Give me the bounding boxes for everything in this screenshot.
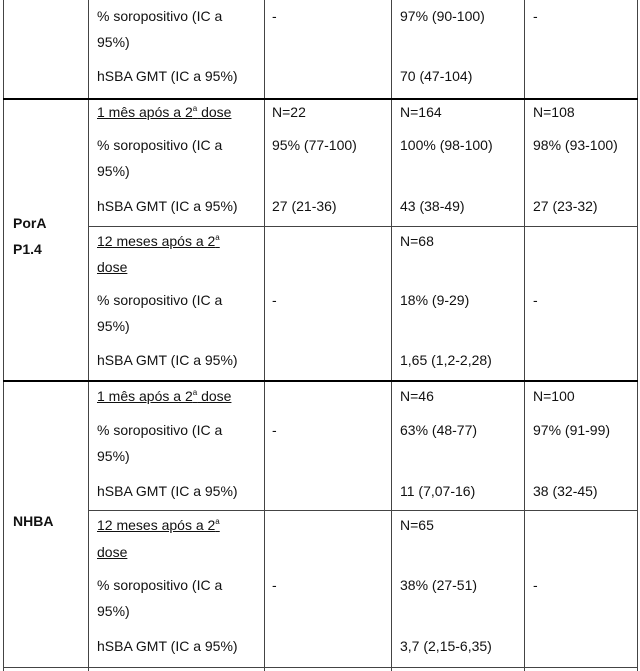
cell-c3-pct: -: [533, 577, 538, 593]
cell-c2-gmt: 70 (47-104): [400, 68, 473, 84]
cell-c2-gmt: 11 (7,07-16): [400, 483, 476, 499]
label-soropositivo: % soropositivo (IC a: [97, 292, 223, 308]
cell-c2-pct: 63% (48-77): [400, 422, 478, 438]
column-divider-3: [391, 0, 392, 671]
row-header-suffix: dose: [197, 388, 232, 404]
cell-c2-gmt: 43 (38-49): [400, 198, 465, 214]
cell-c1-gmt: 27 (21-36): [272, 198, 337, 214]
table-border-bottom: [3, 667, 638, 668]
cell-c2-pct: 18% (9-29): [400, 292, 470, 308]
row-header-line2: dose: [97, 259, 128, 275]
label-soropositivo-cont: 95%): [97, 318, 130, 334]
row-header-text: 12 meses após a 2: [97, 517, 216, 533]
cell-c3-n: N=100: [533, 388, 575, 404]
cell-c1-pct: -: [272, 577, 277, 593]
cell-c2-gmt: 3,7 (2,15-6,35): [400, 638, 492, 654]
cell-c3-pct: 98% (93-100): [533, 137, 618, 153]
table-border-left: [3, 0, 4, 671]
label-gmt: hSBA GMT (IC a 95%): [97, 352, 238, 368]
cell-c3-gmt: 27 (23-32): [533, 198, 598, 214]
row-header-1-mes: [97, 103, 231, 121]
cell-c2-n: N=65: [400, 517, 434, 533]
column-divider-1: [88, 0, 89, 671]
cell-c2-pct: 97% (90-100): [400, 8, 485, 24]
cell-c3-pct: -: [533, 292, 538, 308]
cell-c2-n: N=68: [400, 233, 434, 249]
column-divider-2: [264, 0, 265, 671]
cell-c1-n: N=22: [272, 104, 306, 120]
cell-c2-n: N=46: [400, 388, 434, 404]
cell-c1-pct: -: [272, 422, 277, 438]
superscript-mark: a: [215, 233, 220, 242]
label-soropositivo-cont: 95%): [97, 448, 130, 464]
group-divider-nhba: [3, 380, 638, 382]
label-soropositivo: % soropositivo (IC a: [97, 8, 223, 24]
label-soropositivo: % soropositivo (IC a: [97, 577, 223, 593]
cell-c2-n: N=164: [400, 104, 442, 120]
label-soropositivo-cont: 95%): [97, 603, 130, 619]
column-divider-4: [524, 0, 525, 671]
group-label-pora-line2: P1.4: [13, 241, 42, 257]
superscript-mark: a: [192, 104, 198, 113]
cell-c3-n: N=108: [533, 104, 575, 120]
label-gmt: hSBA GMT (IC a 95%): [97, 198, 238, 214]
label-gmt: hSBA GMT (IC a 95%): [97, 638, 238, 654]
cell-c3-pct: -: [533, 8, 538, 24]
row-header-text: 1 mês após a 2: [97, 388, 193, 404]
row-header-text: 1 mês após a 2: [97, 104, 193, 120]
row-divider-pora: [88, 226, 638, 227]
cell-c1-pct: 95% (77-100): [272, 137, 357, 153]
superscript-mark: a: [215, 517, 220, 526]
cell-c3-gmt: 38 (32-45): [533, 483, 598, 499]
row-header-12-meses: [97, 232, 220, 250]
label-soropositivo-cont: 95%): [97, 163, 130, 179]
superscript-mark: a: [192, 388, 198, 397]
cell-c1-pct: -: [272, 8, 277, 24]
group-label-pora: PorA: [13, 215, 47, 231]
label-soropositivo-cont: 95%): [97, 34, 130, 50]
row-header-line2: dose: [97, 544, 128, 560]
group-label-nhba: NHBA: [13, 513, 54, 529]
row-header-suffix: dose: [197, 104, 232, 120]
row-divider-nhba: [88, 510, 638, 511]
cell-c3-pct: 97% (91-99): [533, 422, 611, 438]
label-gmt: hSBA GMT (IC a 95%): [97, 483, 238, 499]
group-divider-pora: [3, 98, 638, 100]
cell-c2-pct: 100% (98-100): [400, 137, 493, 153]
row-header-1-mes: [97, 387, 231, 405]
cell-c2-pct: 38% (27-51): [400, 577, 478, 593]
label-soropositivo: % soropositivo (IC a: [97, 422, 223, 438]
label-gmt: hSBA GMT (IC a 95%): [97, 68, 238, 84]
table-border-right: [637, 0, 638, 671]
cell-c1-pct: -: [272, 292, 277, 308]
row-header-12-meses: [97, 516, 220, 534]
cell-c2-gmt: 1,65 (1,2-2,28): [400, 352, 492, 368]
label-soropositivo: % soropositivo (IC a: [97, 137, 223, 153]
row-header-text: 12 meses após a 2: [97, 233, 216, 249]
